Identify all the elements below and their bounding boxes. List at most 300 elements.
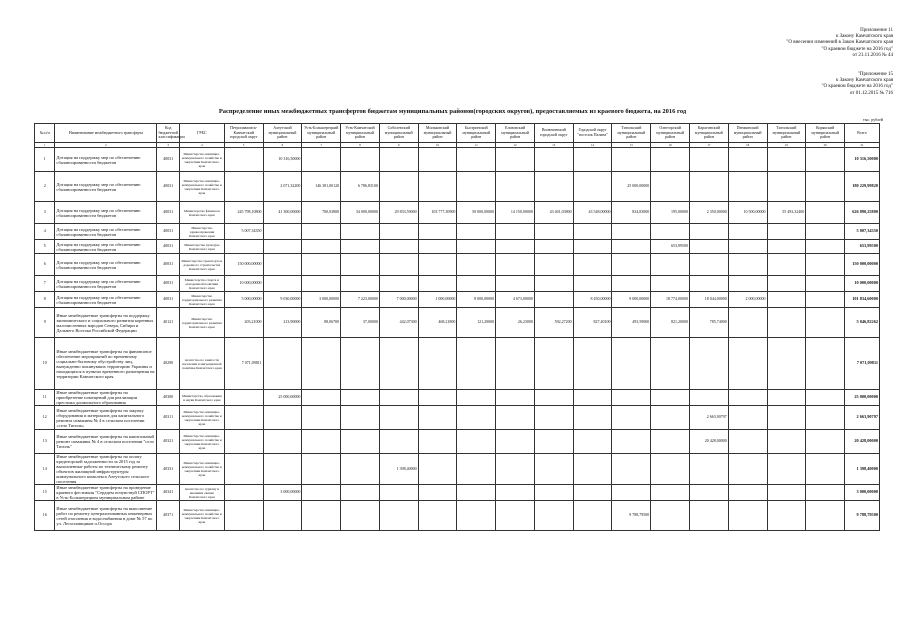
amount-cell bbox=[689, 390, 728, 406]
amount-cell bbox=[728, 308, 767, 338]
table-row bbox=[35, 148, 880, 172]
header-line: к Закону Камчатского края bbox=[835, 78, 893, 84]
amount-cell bbox=[379, 501, 418, 531]
amount-cell: 7 223,00000 bbox=[341, 292, 380, 308]
appendix-header-original bbox=[821, 72, 893, 97]
amount-cell bbox=[457, 148, 496, 172]
amount-cell bbox=[379, 172, 418, 202]
amount-cell bbox=[534, 276, 573, 292]
amount-cell: 834,83000 bbox=[612, 202, 651, 224]
amount-cell bbox=[302, 224, 341, 240]
column-number: 8 bbox=[341, 143, 380, 148]
header-line: "О внесении изменений в Закон Камчатского края bbox=[786, 40, 893, 46]
transfer-name: Дотация на поддержку мер по обеспечению сбалансированности бюджетов bbox=[55, 240, 157, 254]
column-header: Тигильский муниципальный район bbox=[612, 124, 651, 143]
budget-code: 40031 bbox=[157, 254, 179, 276]
amount-cell bbox=[496, 485, 535, 501]
amount-cell bbox=[418, 148, 457, 172]
amount-cell bbox=[302, 254, 341, 276]
amount-cell bbox=[496, 338, 535, 390]
amount-cell bbox=[651, 430, 690, 454]
amount-cell: 2 350,00000 bbox=[689, 202, 728, 224]
row-total: 10 000,00000 bbox=[845, 276, 880, 292]
amount-cell bbox=[457, 501, 496, 531]
header-line: от 21.11.2016 № 44 bbox=[852, 52, 893, 58]
row-number: 6 bbox=[35, 254, 55, 276]
amount-cell bbox=[767, 292, 806, 308]
column-header: Петропавловск-Камчатский городской округ bbox=[224, 124, 263, 143]
amount-cell bbox=[302, 276, 341, 292]
amount-cell bbox=[573, 501, 612, 531]
amount-cell bbox=[341, 454, 380, 485]
amount-cell: 2 071,32200 bbox=[263, 172, 302, 202]
row-number: 4 bbox=[35, 224, 55, 240]
grbs-name: Министерство жилищно-коммунального хозяйства и энергетики Камчатского края bbox=[179, 148, 224, 172]
amount-cell bbox=[689, 501, 728, 531]
amount-cell: 2 000,00000 bbox=[728, 292, 767, 308]
amount-cell bbox=[263, 430, 302, 454]
grbs-name: Министерство финансов Камчатского края bbox=[179, 202, 224, 224]
amount-cell bbox=[496, 172, 535, 202]
column-number: 11 bbox=[457, 143, 496, 148]
amount-cell bbox=[534, 501, 573, 531]
amount-cell: 37,00000 bbox=[341, 308, 380, 338]
amount-cell bbox=[379, 430, 418, 454]
amount-cell bbox=[379, 254, 418, 276]
amount-cell bbox=[496, 254, 535, 276]
amount-cell: 34 000,00000 bbox=[341, 202, 380, 224]
amount-cell: 3 000,00000 bbox=[302, 292, 341, 308]
amount-cell bbox=[534, 292, 573, 308]
grbs-name: Министерство образования и науки Камчатского края bbox=[179, 390, 224, 406]
amount-cell: 493,59000 bbox=[612, 308, 651, 338]
transfer-name: Иные межбюджетные трансферты на финансовое обеспечение мероприятий по временному социально-бытовому обустройству лиц, вынужденно покинувших территорию Украины и находящихся в пунктах временного размещения на территории Камчатского края bbox=[55, 338, 157, 390]
amount-cell bbox=[341, 240, 380, 254]
amount-cell bbox=[418, 406, 457, 430]
header-line: к Закону Камчатского края bbox=[835, 34, 893, 40]
budget-code: 40031 bbox=[157, 202, 179, 224]
amount-cell: 821,20000 bbox=[651, 308, 690, 338]
column-header: № п/п bbox=[35, 124, 55, 143]
amount-cell bbox=[612, 485, 651, 501]
amount-cell bbox=[418, 254, 457, 276]
amount-cell bbox=[573, 148, 612, 172]
amount-cell bbox=[767, 485, 806, 501]
amount-cell bbox=[341, 276, 380, 292]
amount-cell bbox=[651, 454, 690, 485]
amount-cell bbox=[496, 406, 535, 430]
budget-code: 40031 bbox=[157, 172, 179, 202]
amount-cell bbox=[728, 454, 767, 485]
amount-cell bbox=[728, 240, 767, 254]
budget-code: 40331 bbox=[157, 454, 179, 485]
amount-cell bbox=[496, 148, 535, 172]
column-header: Всего bbox=[845, 124, 880, 143]
row-total: 2 663,90797 bbox=[845, 406, 880, 430]
amount-cell: 103 777,30900 bbox=[418, 202, 457, 224]
amount-cell bbox=[612, 276, 651, 292]
column-header: Наименование межбюджетного трансферта bbox=[55, 124, 157, 143]
amount-cell bbox=[728, 254, 767, 276]
row-total: 180 229,99820 bbox=[845, 172, 880, 202]
amount-cell: 785,74000 bbox=[689, 308, 728, 338]
amount-cell bbox=[341, 485, 380, 501]
row-total: 25 000,00000 bbox=[845, 390, 880, 406]
budget-code: 40031 bbox=[157, 276, 179, 292]
amount-cell bbox=[302, 240, 341, 254]
amount-cell bbox=[224, 240, 263, 254]
amount-cell bbox=[767, 254, 806, 276]
amount-cell bbox=[767, 390, 806, 406]
amount-cell: 9 788,79500 bbox=[612, 501, 651, 531]
budget-code: 40031 bbox=[157, 224, 179, 240]
amount-cell bbox=[612, 240, 651, 254]
amount-cell bbox=[806, 406, 845, 430]
amount-cell bbox=[418, 485, 457, 501]
amount-cell: 203,21000 bbox=[224, 308, 263, 338]
budget-code: 40031 bbox=[157, 240, 179, 254]
amount-cell bbox=[263, 406, 302, 430]
grbs-name: Агентство по туризму и внешним связям Камчатского края bbox=[179, 485, 224, 501]
amount-cell bbox=[224, 430, 263, 454]
amount-cell bbox=[728, 390, 767, 406]
amount-cell bbox=[573, 254, 612, 276]
row-number: 7 bbox=[35, 276, 55, 292]
amount-cell: 8 450,00000 bbox=[573, 292, 612, 308]
transfer-name: Дотация на поддержку мер по обеспечению сбалансированности бюджетов bbox=[55, 292, 157, 308]
amount-cell: 8 000,00000 bbox=[457, 292, 496, 308]
amount-cell bbox=[263, 338, 302, 390]
transfer-name: Иные межбюджетные трансферты на проведение краевого фестиваля "Сердцем почувствуй СПОРТ" в Усть-Большерецком муниципальном районе bbox=[55, 485, 157, 501]
amount-cell bbox=[767, 406, 806, 430]
amount-cell bbox=[341, 390, 380, 406]
amount-cell bbox=[573, 430, 612, 454]
budget-code: 40031 bbox=[157, 148, 179, 172]
amount-cell bbox=[496, 224, 535, 240]
amount-cell bbox=[651, 148, 690, 172]
amount-cell: 4 673,00000 bbox=[496, 292, 535, 308]
row-number: 13 bbox=[35, 430, 55, 454]
amount-cell bbox=[767, 308, 806, 338]
amount-cell: 146 381,00120 bbox=[302, 172, 341, 202]
amount-cell bbox=[418, 338, 457, 390]
amount-cell bbox=[573, 454, 612, 485]
table-row bbox=[35, 276, 880, 292]
table-row bbox=[35, 202, 880, 224]
column-header: Елизовский муниципальный район bbox=[496, 124, 535, 143]
amount-cell: 20 428,00000 bbox=[689, 430, 728, 454]
amount-cell bbox=[341, 254, 380, 276]
amount-cell: 25 000,00000 bbox=[263, 390, 302, 406]
budget-code: 40121 bbox=[157, 308, 179, 338]
amount-cell bbox=[224, 172, 263, 202]
amount-cell bbox=[457, 338, 496, 390]
amount-cell: 6 786,83100 bbox=[341, 172, 380, 202]
amount-cell bbox=[728, 148, 767, 172]
amount-cell bbox=[418, 430, 457, 454]
grbs-name: Министерство культуры Камчатского края bbox=[179, 240, 224, 254]
column-number: 17 bbox=[689, 143, 728, 148]
amount-cell bbox=[341, 430, 380, 454]
table-row bbox=[35, 406, 880, 430]
column-header: Усть-Камчатский муниципальный район bbox=[341, 124, 380, 143]
amount-cell bbox=[651, 406, 690, 430]
amount-cell bbox=[806, 501, 845, 531]
amount-cell: 18 774,00000 bbox=[651, 292, 690, 308]
amount-cell bbox=[767, 224, 806, 240]
amount-cell bbox=[457, 390, 496, 406]
amount-cell bbox=[263, 224, 302, 240]
amount-cell: 150 000,00000 bbox=[224, 254, 263, 276]
row-total: 1 398,40000 bbox=[845, 454, 880, 485]
column-header: Быстринский муниципальный район bbox=[457, 124, 496, 143]
amount-cell bbox=[534, 390, 573, 406]
budget-code: 40371 bbox=[157, 501, 179, 531]
amount-cell bbox=[651, 338, 690, 390]
row-number: 2 bbox=[35, 172, 55, 202]
amount-cell bbox=[302, 338, 341, 390]
column-header: Городской округ "поселок Палана" bbox=[573, 124, 612, 143]
amount-cell bbox=[612, 338, 651, 390]
amount-cell bbox=[728, 501, 767, 531]
amount-cell: 55 493,32400 bbox=[767, 202, 806, 224]
amount-cell bbox=[806, 338, 845, 390]
amount-cell bbox=[806, 454, 845, 485]
amount-cell: 10 500,00000 bbox=[728, 202, 767, 224]
amount-cell bbox=[418, 224, 457, 240]
amount-cell bbox=[806, 485, 845, 501]
amount-cell bbox=[573, 338, 612, 390]
amount-cell bbox=[534, 172, 573, 202]
amount-cell: 41 300,00000 bbox=[263, 202, 302, 224]
header-line: "Приложение 15 bbox=[857, 72, 893, 77]
amount-cell: 468,21800 bbox=[418, 308, 457, 338]
amount-cell bbox=[496, 501, 535, 531]
budget-code: 40300 bbox=[157, 390, 179, 406]
amount-cell: 43 548,00000 bbox=[573, 202, 612, 224]
grbs-name: Министерство жилищно-коммунального хозяйства и энергетики Камчатского края bbox=[179, 430, 224, 454]
budget-code: 40311 bbox=[157, 406, 179, 430]
row-total: 150 000,00000 bbox=[845, 254, 880, 276]
amount-cell bbox=[767, 148, 806, 172]
amount-cell bbox=[302, 501, 341, 531]
amount-cell bbox=[341, 148, 380, 172]
grbs-name: Министерство здравоохранения Камчатского края bbox=[179, 224, 224, 240]
amount-cell bbox=[263, 454, 302, 485]
amount-cell bbox=[457, 224, 496, 240]
amount-cell bbox=[418, 240, 457, 254]
amount-cell bbox=[379, 240, 418, 254]
amount-cell: 88,06700 bbox=[302, 308, 341, 338]
amount-cell bbox=[806, 276, 845, 292]
column-header: Код бюджетной классификации bbox=[157, 124, 179, 143]
amount-cell bbox=[612, 390, 651, 406]
row-total: 3 000,00000 bbox=[845, 485, 880, 501]
amount-cell bbox=[224, 454, 263, 485]
column-number: 15 bbox=[612, 143, 651, 148]
transfer-name: Иные межбюджетные трансферты на выполнение работ по ремонту централизованных инженерных сетей отопления и водоснабжения в доме № 57 по ул. Лесоплавщиков п.Оссора bbox=[55, 501, 157, 531]
amount-cell bbox=[573, 224, 612, 240]
amount-cell bbox=[689, 224, 728, 240]
amount-cell bbox=[767, 501, 806, 531]
table-row bbox=[35, 338, 880, 390]
amount-cell: 121,20000 bbox=[457, 308, 496, 338]
amount-cell bbox=[728, 172, 767, 202]
column-header: Тигильский муниципальный район bbox=[767, 124, 806, 143]
amount-cell bbox=[457, 454, 496, 485]
amount-cell bbox=[612, 406, 651, 430]
amount-cell bbox=[341, 406, 380, 430]
header-line: "О краевом бюджете на 2016 год" bbox=[821, 46, 893, 52]
amount-cell bbox=[689, 148, 728, 172]
row-number: 8 bbox=[35, 292, 55, 308]
amount-cell bbox=[496, 240, 535, 254]
amount-cell bbox=[379, 148, 418, 172]
amount-cell bbox=[806, 224, 845, 240]
amount-cell: 9 030,00000 bbox=[263, 292, 302, 308]
amount-cell bbox=[534, 148, 573, 172]
amount-cell bbox=[418, 501, 457, 531]
column-number: 18 bbox=[728, 143, 767, 148]
amount-cell bbox=[302, 485, 341, 501]
amount-cell bbox=[534, 430, 573, 454]
row-number: 10 bbox=[35, 338, 55, 390]
amount-cell: 2 663,90797 bbox=[689, 406, 728, 430]
amount-cell: 29 833,59000 bbox=[379, 202, 418, 224]
column-number: 20 bbox=[806, 143, 845, 148]
amount-cell bbox=[534, 485, 573, 501]
amount-cell: 50 000,00000 bbox=[457, 202, 496, 224]
amount-cell: 213,90000 bbox=[263, 308, 302, 338]
amount-cell bbox=[767, 240, 806, 254]
amount-cell bbox=[224, 148, 263, 172]
amount-cell: 592,27200 bbox=[534, 308, 573, 338]
table-row bbox=[35, 224, 880, 240]
transfer-name: Дотация на поддержку мер по обеспечению сбалансированности бюджетов bbox=[55, 276, 157, 292]
row-total: 626 890,25800 bbox=[845, 202, 880, 224]
column-header: Мильковский муниципальный район bbox=[418, 124, 457, 143]
amount-cell bbox=[689, 276, 728, 292]
document-title: Распределение иных межбюджетных трансфертов бюджетам муниципальных районов(городских округов), предоставляемых из краевого бюджета, на 2016 год bbox=[218, 108, 687, 115]
amount-cell bbox=[302, 454, 341, 485]
amount-cell bbox=[806, 240, 845, 254]
amount-cell bbox=[728, 430, 767, 454]
amount-cell: 245 798,10800 bbox=[224, 202, 263, 224]
amount-cell bbox=[457, 254, 496, 276]
amount-cell: 9 000,00000 bbox=[612, 292, 651, 308]
table-row bbox=[35, 430, 880, 454]
column-number: 21 bbox=[845, 143, 880, 148]
grbs-name: Министерство спорта и молодежной политики Камчатского края bbox=[179, 276, 224, 292]
amount-cell bbox=[689, 254, 728, 276]
amount-cell bbox=[418, 454, 457, 485]
amount-cell bbox=[573, 240, 612, 254]
amount-cell bbox=[379, 224, 418, 240]
row-number: 1 bbox=[35, 148, 55, 172]
row-number: 9 bbox=[35, 308, 55, 338]
amount-cell bbox=[767, 276, 806, 292]
column-number: 9 bbox=[379, 143, 418, 148]
column-header: Усть-Большерецкий муниципальный район bbox=[302, 124, 341, 143]
amount-cell bbox=[573, 172, 612, 202]
column-header: Корякский муниципальный район bbox=[806, 124, 845, 143]
column-number: 14 bbox=[573, 143, 612, 148]
budget-code: 40031 bbox=[157, 292, 179, 308]
amount-cell bbox=[806, 172, 845, 202]
amount-cell: 7 071,09811 bbox=[224, 338, 263, 390]
row-total: 653,99500 bbox=[845, 240, 880, 254]
amount-cell bbox=[496, 390, 535, 406]
amount-cell: 3 000,00000 bbox=[263, 485, 302, 501]
grbs-name: Министерство жилищно-коммунального хозяйства и энергетики Камчатского края bbox=[179, 406, 224, 430]
amount-cell bbox=[379, 406, 418, 430]
amount-cell: 26,23000 bbox=[496, 308, 535, 338]
amount-cell bbox=[767, 430, 806, 454]
amount-cell bbox=[728, 224, 767, 240]
row-number: 5 bbox=[35, 240, 55, 254]
column-header: ГРБС bbox=[179, 124, 224, 143]
amount-cell bbox=[496, 430, 535, 454]
amount-cell bbox=[689, 240, 728, 254]
amount-cell bbox=[457, 430, 496, 454]
row-total: 101 834,60000 bbox=[845, 292, 880, 308]
amount-cell bbox=[651, 224, 690, 240]
column-number: 5 bbox=[224, 143, 263, 148]
amount-cell bbox=[728, 276, 767, 292]
amount-cell bbox=[534, 406, 573, 430]
amount-cell bbox=[341, 338, 380, 390]
amount-cell bbox=[224, 485, 263, 501]
amount-cell: 10 316,50000 bbox=[263, 148, 302, 172]
row-total: 10 316,50000 bbox=[845, 148, 880, 172]
header-line: Приложение 11 bbox=[860, 28, 893, 33]
amount-cell bbox=[534, 454, 573, 485]
amount-cell bbox=[418, 276, 457, 292]
amount-cell: 7 000,00000 bbox=[379, 292, 418, 308]
transfer-name: Дотация на поддержку мер по обеспечению сбалансированности бюджетов bbox=[55, 224, 157, 240]
table-header-row bbox=[35, 124, 880, 143]
column-number: 6 bbox=[263, 143, 302, 148]
amount-cell bbox=[806, 292, 845, 308]
amount-cell bbox=[728, 338, 767, 390]
amount-cell bbox=[806, 148, 845, 172]
amount-cell bbox=[302, 430, 341, 454]
amount-cell bbox=[302, 148, 341, 172]
amount-cell bbox=[534, 240, 573, 254]
column-header: Соболевский муниципальный район bbox=[379, 124, 418, 143]
amount-cell: 653,99500 bbox=[651, 240, 690, 254]
row-number: 11 bbox=[35, 390, 55, 406]
amount-cell bbox=[457, 172, 496, 202]
amount-cell: 43 401,03800 bbox=[534, 202, 573, 224]
table-row bbox=[35, 254, 880, 276]
column-number: 12 bbox=[496, 143, 535, 148]
transfer-name: Дотация на поддержку мер по обеспечению сбалансированности бюджетов bbox=[55, 202, 157, 224]
unit-label: тыс. рублей bbox=[863, 117, 883, 122]
header-line: "О краевом бюджете на 2016 год" bbox=[821, 84, 893, 90]
row-total: 7 071,09811 bbox=[845, 338, 880, 390]
amount-cell bbox=[651, 501, 690, 531]
amount-cell bbox=[651, 254, 690, 276]
budget-code: 40321 bbox=[157, 430, 179, 454]
amount-cell: 25 000,00000 bbox=[612, 172, 651, 202]
amount-cell bbox=[263, 501, 302, 531]
transfer-name: Иные межбюджетные трансферты на оплату кредиторской задолженности за 2015 год за выполненные работы по техническому ремонту объектов жилищной инфраструктуры коммунального комплекса Алеутского сельского поселения bbox=[55, 454, 157, 485]
amount-cell: 195,00000 bbox=[651, 202, 690, 224]
column-number: 7 bbox=[302, 143, 341, 148]
amount-cell bbox=[767, 172, 806, 202]
grbs-name: Министерство территориального развития Камчатского края bbox=[179, 308, 224, 338]
